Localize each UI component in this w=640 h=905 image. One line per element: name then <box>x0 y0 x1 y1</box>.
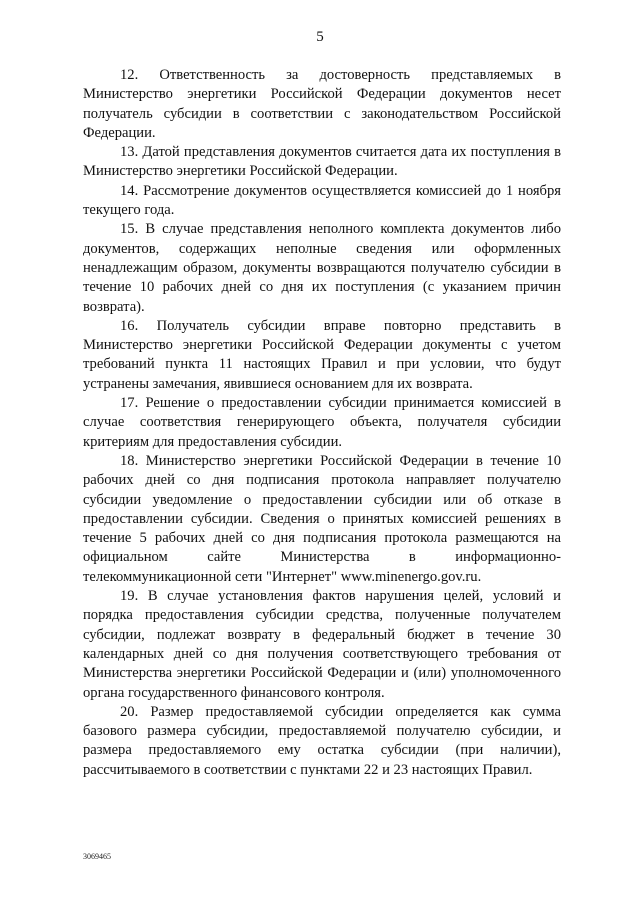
paragraph-19: 19. В случае установления фактов нарушения целей, условий и порядка предоставления субсидии средства, полученные получателем субсидии, подлежат возврату в федеральный бюджет в течение 30 календарных дней со дня получения соответствующего требования от Министерства энергетики Российской Федерации и (или) уполномоченного органа государственного финансового контроля. <box>83 588 561 701</box>
document-body <box>83 66 561 780</box>
paragraph-18: 18. Министерство энергетики Российской Федерации в течение 10 рабочих дней со дня подписания протокола направляет получателю субсидии уведомление о предоставлении субсидии или об отказе в предоставлении субсидии. Сведения о принятых комиссией решениях в течение 5 рабочих дней со дня подписания протокола размещаются на официальном сайте Министерства в информационно-телекоммуникационной сети "Интернет" www.minenergo.gov.ru. <box>83 452 561 585</box>
paragraph-13: 13. Датой представления документов считается дата их поступления в Министерство энергетики Российской Федерации. <box>83 144 561 180</box>
paragraph-16: 16. Получатель субсидии вправе повторно представить в Министерство энергетики Российской Федерации документы с учетом требований пункта 11 настоящих Правил и при условии, что будут устранены замечания, явившиеся основанием для их возврата. <box>83 317 561 392</box>
paragraph-15: 15. В случае представления неполного комплекта документов либо документов, содержащих неполные сведения или оформленных ненадлежащим образом, документы возвращаются получателю субсидии в течение 10 рабочих дней со дня их поступления (с указанием причин возврата). <box>83 221 561 315</box>
paragraph-14: 14. Рассмотрение документов осуществляется комиссией до 1 ноября текущего года. <box>83 182 561 219</box>
page-number: 5 <box>316 29 324 45</box>
paragraph-12: 12. Ответственность за достоверность представляемых в Министерство энергетики Российской Федерации документов несет получатель субсидии в соответствии с законодательством Российской Федерации. <box>83 67 561 141</box>
paragraph-17: 17. Решение о предоставлении субсидии принимается комиссией в случае соответствия генерирующего объекта, получателя субсидии критериям для предоставления субсидии. <box>83 395 561 450</box>
document-code: 3069465 <box>83 852 111 861</box>
paragraph-20: 20. Размер предоставляемой субсидии определяется как сумма базового размера субсидии, предоставляемой получателю субсидии, и размера предоставляемого ему остатка субсидии (при наличии), рассчитываемого в соответствии с пунктами 22 и 23 настоящих Правил. <box>83 703 561 778</box>
